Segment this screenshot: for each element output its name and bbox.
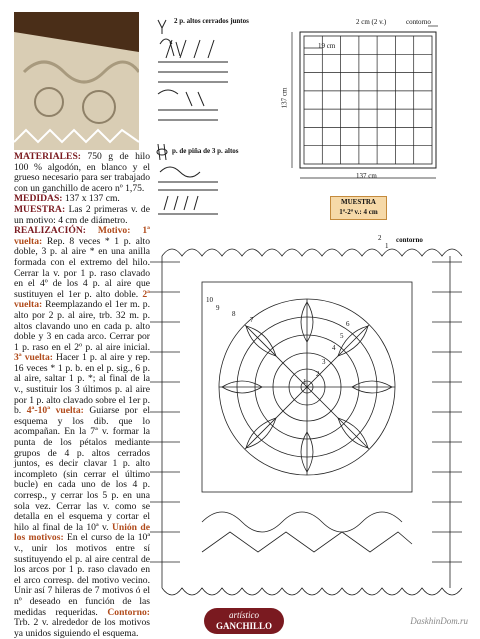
contorno-body: Trb. 2 v. alrededor de los motivos ya unidos siguiendo el esquema.	[14, 617, 150, 639]
stitch-legend	[150, 14, 285, 229]
motivo-body: Rep. 8 veces * 1 p. alto doble, 3 p. al aire * en una anilla formada con el extremo del hilo. Cerrar la v. por 1 p. raso clavado en el 4º de los 4 p. al aire que sustituyen el 1er p. alto doble.	[14, 235, 150, 300]
blanket-grid	[280, 14, 480, 184]
legend-item-2: p. de piña de 3 p. altos	[172, 147, 239, 155]
legend-item-1: 2 p. altos cerrados juntos	[174, 17, 249, 25]
grid-side-measure: 137 cm	[280, 87, 289, 109]
medidas-body: 137 x 137 cm.	[62, 193, 120, 205]
diagram-marker-1: 1	[385, 242, 389, 250]
crochet-chart-drawing	[150, 232, 468, 612]
round-number-5: 5	[340, 332, 344, 340]
round-number-10: 10	[206, 296, 213, 304]
muestra-body: Las 2 primeras v. de un motivo: 4 cm de diámetro.	[14, 203, 150, 226]
round-number-7: 7	[250, 316, 254, 324]
v3-body: Hacer 1 p. al aire y rep. 16 veces * 1 p. b. en el p. sig., 6 p. al aire, saltar 1 p. *; al final de la v., sustituir los 3 últimos p. al aire por 1 p. alto clavado sobre el 1er p. b.	[14, 352, 150, 417]
grid-contorno-label: contorno	[406, 18, 431, 26]
grid-bottom-measure: 137 cm	[356, 172, 377, 180]
muestra-label: MUESTRA:	[14, 203, 66, 215]
logo-line-2: GANCHILLO	[215, 621, 272, 631]
contorno-label: Contorno:	[97, 606, 150, 618]
union-label: Unión de los motivos:	[14, 521, 150, 544]
round-number-3: 3	[322, 358, 326, 366]
sample-box-value: 1ª-2ª v.: 4 cm	[339, 208, 378, 216]
round-number-4: 4	[332, 344, 336, 352]
union-body: En el curso de la 10ª v., unir los motivos entre sí sustituyendo el p. al aire central de los arcos por 1 p. raso clavado en el arco corresp. del motivo vecino. Unir así 7 hileras de 7 motivos ó el nº deseado en función de las medidas requeridas.	[14, 532, 150, 618]
v4-body: Guiarse por el esquema y los dib. que lo acompañan. En la 7ª v. formar la punta de los pétalos mediante grupos de 4 p. altos cerrados juntos, es decir clavar 1 p. alto incompleto (sin cerrar el último bucle) en cada uno de los 4 p. corresp., y cerrar los 5 p. en una sola vez. Cerrar las v. como se detalla en el esquema y cortar el hilo al final de la 10ª v.	[14, 405, 150, 533]
round-number-8: 8	[232, 310, 236, 318]
blanket-grid-figure	[280, 14, 480, 184]
v2-label: 2ª vuelta:	[14, 288, 151, 311]
round-number-9: 9	[216, 304, 220, 312]
instructions	[14, 152, 150, 639]
v2-body: Reemplazando el 1er m. p. alto por 2 p. al aire, trb. 32 m. p. altos clavando uno en cada p. alto doble y 3 en cada arco. Cerrar por 1 p. raso en el 2º p. al aire inicial.	[14, 299, 150, 353]
v4-label: 4ª-10ª vuelta:	[21, 405, 84, 417]
diagram-contorno-label: contorno	[396, 236, 423, 244]
sample-box	[330, 196, 387, 220]
grid-top-measure: 2 cm (2 v.)	[356, 18, 387, 26]
grid-cell-measure: 19 cm	[318, 42, 336, 50]
crochet-diagram	[150, 232, 468, 612]
logo-line-1: artístico	[228, 610, 259, 620]
materiales-label: MATERIALES:	[14, 151, 81, 162]
stitch-legend-drawings	[150, 14, 285, 229]
diagram-marker-2: 2	[378, 234, 382, 242]
lace-photo	[14, 12, 139, 150]
round-number-1: 1	[303, 378, 307, 386]
motivo-label: Motivo: 1ª vuelta:	[14, 225, 150, 247]
round-number-6: 6	[346, 320, 350, 328]
sample-box-title: MUESTRA	[340, 198, 376, 206]
medidas-label: MEDIDAS:	[14, 193, 63, 205]
materiales-body: 750 g de hilo 100 % algodón, en blanco y el grueso necesario para ser trabajado con un ganchillo de acero nº 1,75.	[14, 151, 150, 194]
realizacion-label: REALIZACIÓN:	[14, 225, 86, 237]
watermark: DaskhinDom.ru	[410, 616, 468, 626]
magazine-logo	[204, 608, 284, 634]
round-number-2: 2	[316, 370, 320, 378]
v3-label: 3ª vuelta:	[14, 352, 53, 364]
